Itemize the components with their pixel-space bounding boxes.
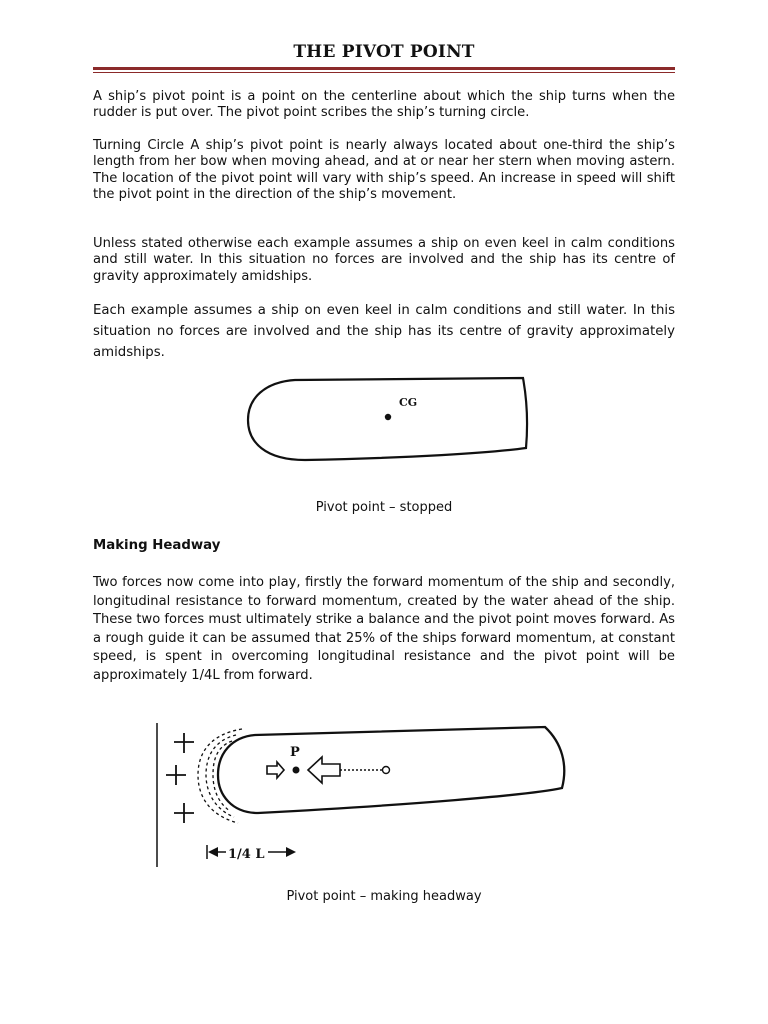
section-heading: Making Headway [93,538,221,553]
pivot-point-dot [293,767,300,774]
ship-stopped-diagram [240,370,540,470]
cg-label: CG [399,396,418,409]
dimension-label: 1/4 L [228,847,265,862]
title-rule-thin [93,72,675,73]
paragraph-turning-circle: Turning Circle A ship’s pivot point is nearly always located about one-third the ship’s length from her bow when moving ahead, and at or near her stern when moving astern. The location of the pivot point will vary with ship’s speed. An increase in speed will shift the pivot point in the direction of the ship’s movement. [93,138,675,202]
caption-headway: Pivot point – making headway [286,889,482,904]
paragraph-headway: Two forces now come into play, firstly the forward momentum of the ship and secondly, longitudinal resistance to forward momentum, created by the water ahead of the ship. These two forces must ultimately strike a balance and the pivot point moves forward. As a rough guide it can be assumed that 25% of the ships forward momentum, at constant speed, is spent in overcoming longitudinal resistance and the pivot point will be approximately 1/4L from forward. [93,575,675,683]
paragraph-definition: A ship’s pivot point is a point on the centerline about which the ship turns when the rudder is put over. The pivot point scribes the ship’s turning circle. [93,89,675,121]
paragraph-assumptions: Unless stated otherwise each example assumes a ship on even keel in calm conditions and still water. In this situation no forces are involved and the ship has its centre of gravity approximately amidships. [93,236,675,284]
title-rule-thick [93,67,675,70]
page-title: THE PIVOT POINT [293,42,475,62]
resistance-arrow [308,757,340,783]
bow-pressure-arcs [198,729,242,823]
caption-stopped: Pivot point – stopped [315,500,453,515]
forward-momentum-arrow [267,762,284,778]
pivot-point-label: P [290,745,300,760]
center-of-gravity-dot [385,414,391,420]
water-pressure-markers [166,733,194,823]
dimension-arrowhead-right [286,847,296,857]
ship-headway-diagram [150,715,590,875]
center-of-gravity-marker [383,767,390,774]
paragraph-assumptions-repeat: Each example assumes a ship on even keel in calm conditions and still water. In this situation no forces are involved and the ship has its centre of gravity approximately amidships. [93,303,675,360]
ship-hull-outline [218,727,564,813]
